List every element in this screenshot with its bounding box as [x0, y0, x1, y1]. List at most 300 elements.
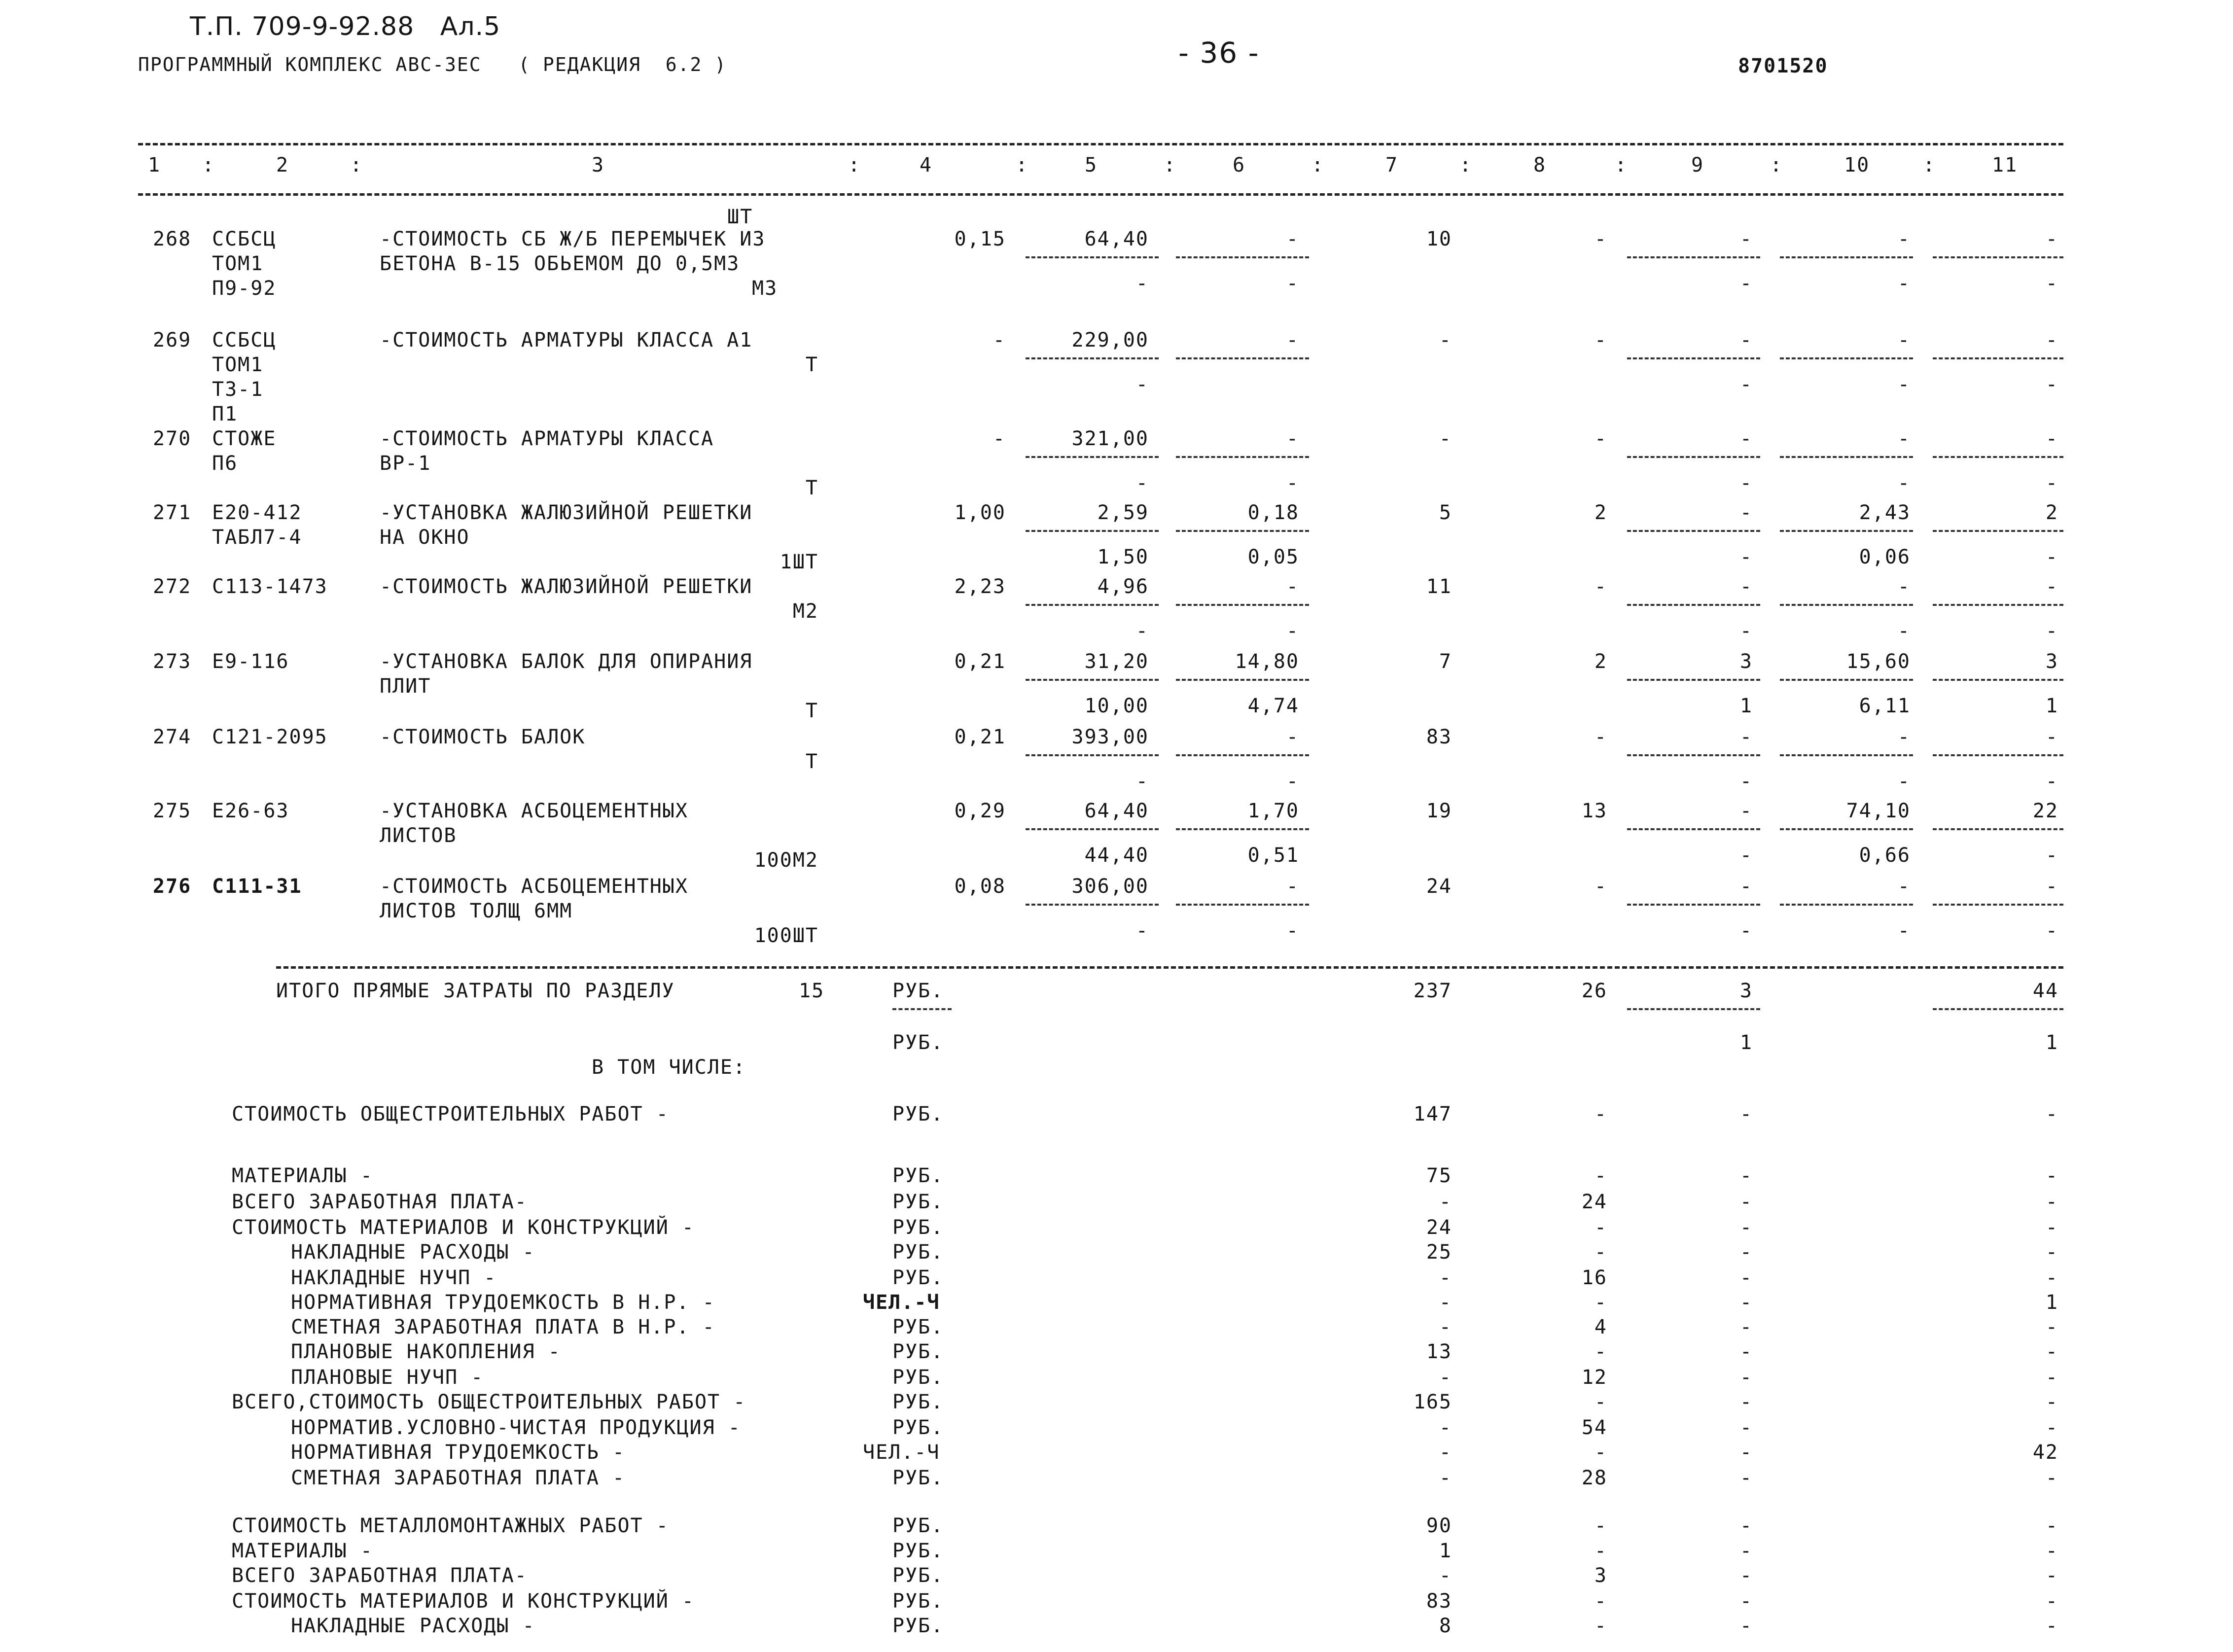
summary-c7: -	[1439, 1191, 1452, 1213]
summary-c11: 42	[2032, 1441, 2058, 1464]
total-unit: РУБ.	[892, 980, 944, 1002]
summary-unit: РУБ.	[892, 1416, 944, 1439]
work-description: -СТОИМОСТЬ АСБОЦЕМЕНТНЫХ	[380, 875, 688, 898]
page-number: - 36 -	[1178, 36, 1260, 70]
cell-value-c11: -	[2045, 329, 2058, 351]
cell-value-second-c5b: -	[1135, 272, 1149, 295]
summary-c7: -	[1439, 1291, 1452, 1314]
row-number: 269	[153, 329, 192, 351]
summary-c7: 83	[1426, 1590, 1452, 1613]
cell-value-c4: 0,08	[954, 875, 1006, 898]
summary-c11: -	[2045, 1103, 2058, 1125]
subtotal-rule	[1780, 904, 1913, 906]
cell-value-c6: -	[1286, 575, 1299, 598]
column-header: :	[350, 154, 363, 176]
summary-label: МАТЕРИАЛЫ -	[232, 1164, 373, 1187]
summary-c9: -	[1739, 1615, 1753, 1637]
cell-value-c7: 10	[1426, 228, 1452, 250]
unit-label: 100М2	[754, 849, 818, 872]
column-header: :	[1615, 154, 1628, 176]
column-header: 4	[920, 154, 933, 176]
total-c9: 3	[1739, 980, 1753, 1002]
cell-value-c4: 0,29	[954, 800, 1006, 822]
cell-value-second-c10b: -	[1897, 373, 1911, 396]
cell-value-second-c10b: -	[1897, 770, 1911, 793]
cell-value-second-c11b: -	[2045, 472, 2058, 494]
total-c7: 237	[1413, 980, 1452, 1002]
summary-label: НАКЛАДНЫЕ НУЧП -	[291, 1266, 497, 1289]
summary-c8: 3	[1594, 1564, 1607, 1587]
subtotal-rule	[1780, 604, 1913, 606]
summary-label: НАКЛАДНЫЕ РАСХОДЫ -	[291, 1241, 535, 1264]
subtotal-rule	[1780, 256, 1913, 258]
doc-number: 8701520	[1738, 55, 1828, 77]
summary-c7: -	[1439, 1316, 1452, 1338]
subtotal-rule	[1176, 679, 1309, 681]
column-header: :	[1311, 154, 1325, 176]
summary-label: НОРМАТИВ.УСЛОВНО-ЧИСТАЯ ПРОДУКЦИЯ -	[291, 1416, 741, 1439]
cell-value-c10: 15,60	[1846, 650, 1911, 673]
cell-value-second-c9b: -	[1739, 373, 1753, 396]
summary-label: НОРМАТИВНАЯ ТРУДОЕМКОСТЬ -	[291, 1441, 626, 1464]
subtotal-rule	[1026, 604, 1159, 606]
summary-c8: -	[1594, 1241, 1607, 1264]
summary-label: СТОИМОСТЬ МЕТАЛЛОМОНТАЖНЫХ РАБОТ -	[232, 1514, 669, 1537]
norm-code: ТОМ1	[212, 252, 264, 275]
subtotal-rule	[1627, 754, 1760, 756]
subtotal-rule	[1627, 679, 1760, 681]
summary-label: ВСЕГО ЗАРАБОТНАЯ ПЛАТА-	[232, 1564, 528, 1587]
column-header: 3	[592, 154, 605, 176]
cell-value-c9: -	[1739, 800, 1753, 822]
unit-label: Т	[805, 750, 818, 773]
cell-value-second-c11b: -	[2045, 919, 2058, 942]
cell-value-c8: -	[1594, 726, 1607, 748]
total-unit-second: РУБ.	[892, 1031, 944, 1054]
cell-value-second-c5b: 1,50	[1097, 546, 1149, 568]
subtotal-rule	[1176, 256, 1309, 258]
summary-c11: -	[2045, 1391, 2058, 1413]
summary-c7: 165	[1413, 1391, 1452, 1413]
work-description: -УСТАНОВКА АСБОЦЕМЕНТНЫХ	[380, 800, 688, 822]
subtotal-rule	[1026, 904, 1159, 906]
cell-value-second-c10b: 6,11	[1859, 695, 1911, 717]
unit-label: 1ШТ	[780, 551, 818, 573]
summary-c8: 12	[1581, 1366, 1607, 1389]
cell-value-c8: 13	[1581, 800, 1607, 822]
cell-value-c9: -	[1739, 329, 1753, 351]
summary-c9: -	[1739, 1191, 1753, 1213]
summary-c7: -	[1439, 1416, 1452, 1439]
column-header: 2	[276, 154, 289, 176]
summary-unit: РУБ.	[892, 1103, 944, 1125]
norm-code: П6	[212, 452, 238, 475]
cell-value-c10: -	[1897, 726, 1911, 748]
subtotal-rule	[1627, 604, 1760, 606]
row-number: 276	[153, 875, 192, 898]
summary-unit: РУБ.	[892, 1316, 944, 1338]
summary-c7: 147	[1413, 1103, 1452, 1125]
cell-value-c4: 2,23	[954, 575, 1006, 598]
summary-c9: -	[1739, 1291, 1753, 1314]
column-header: :	[1164, 154, 1177, 176]
subtotal-rule	[1627, 357, 1760, 359]
row-number: 273	[153, 650, 192, 673]
summary-unit: ЧЕЛ.-Ч	[863, 1441, 940, 1464]
unit-label: Т	[805, 353, 818, 376]
doc-code: Т.П. 709-9-92.88 Ал.5	[190, 12, 501, 41]
subtotal-rule	[1933, 604, 2063, 606]
cell-value-c8: 2	[1594, 650, 1607, 673]
cell-value-c8: -	[1594, 427, 1607, 450]
cell-value-c9: -	[1739, 228, 1753, 250]
summary-unit: РУБ.	[892, 1590, 944, 1613]
subtotal-rule	[1176, 828, 1309, 830]
summary-c8: -	[1594, 1164, 1607, 1187]
cell-value-second-c9b: -	[1739, 472, 1753, 494]
cell-value-c5: 306,00	[1071, 875, 1149, 898]
summary-unit: РУБ.	[892, 1564, 944, 1587]
column-header: 9	[1691, 154, 1704, 176]
norm-code: С111-31	[212, 875, 302, 898]
cell-value-second-c5b: -	[1135, 919, 1149, 942]
norm-code: П1	[212, 403, 238, 425]
cell-value-second-c5b: 44,40	[1084, 844, 1149, 867]
norm-code: ТЗ-1	[212, 378, 264, 401]
work-description: ПЛИТ	[380, 675, 431, 698]
cell-value-second-c6b: -	[1286, 770, 1299, 793]
row-number: 275	[153, 800, 192, 822]
cell-value-c5: 64,40	[1084, 800, 1149, 822]
summary-c9: -	[1739, 1590, 1753, 1613]
cell-value-c6: -	[1286, 228, 1299, 250]
cell-value-second-c11b: -	[2045, 272, 2058, 295]
column-header: :	[202, 154, 215, 176]
cell-value-c9: -	[1739, 575, 1753, 598]
cell-value-c11: -	[2045, 875, 2058, 898]
row-number: 268	[153, 228, 192, 250]
cell-value-second-c5b: -	[1135, 770, 1149, 793]
summary-c8: -	[1594, 1216, 1607, 1239]
summary-c8: -	[1594, 1441, 1607, 1464]
cell-value-c6: -	[1286, 427, 1299, 450]
summary-c8: -	[1594, 1340, 1607, 1363]
cell-value-c7: 7	[1439, 650, 1452, 673]
work-description: -СТОИМОСТЬ АРМАТУРЫ КЛАССА А1	[380, 329, 753, 351]
summary-c11: -	[2045, 1514, 2058, 1537]
cell-value-second-c5b: -	[1135, 620, 1149, 642]
summary-c11: -	[2045, 1164, 2058, 1187]
cell-value-c10: -	[1897, 329, 1911, 351]
subtotal-rule	[1933, 357, 2063, 359]
summary-label: ВСЕГО,СТОИМОСТЬ ОБЩЕСТРОИТЕЛЬНЫХ РАБОТ -	[232, 1391, 746, 1413]
summary-unit: РУБ.	[892, 1514, 944, 1537]
cell-value-second-c5b: -	[1135, 373, 1149, 396]
cell-value-second-c9b: -	[1739, 272, 1753, 295]
cell-value-c10: 74,10	[1846, 800, 1911, 822]
cell-value-second-c11b: 1	[2045, 695, 2058, 717]
summary-c7: 13	[1426, 1340, 1452, 1363]
summary-c8: 54	[1581, 1416, 1607, 1439]
cell-value-second-c11b: -	[2045, 546, 2058, 568]
work-description: -УСТАНОВКА БАЛОК ДЛЯ ОПИРАНИЯ	[380, 650, 753, 673]
summary-label: СТОИМОСТЬ МАТЕРИАЛОВ И КОНСТРУКЦИЙ -	[232, 1590, 695, 1613]
cell-value-second-c10b: -	[1897, 472, 1911, 494]
cell-value-second-c9b: 1	[1739, 695, 1753, 717]
cell-value-c6: -	[1286, 875, 1299, 898]
subtotal-rule	[1026, 256, 1159, 258]
cell-value-c8: -	[1594, 228, 1607, 250]
total-rule	[276, 966, 2063, 969]
cell-value-c9: -	[1739, 427, 1753, 450]
summary-c9: -	[1739, 1164, 1753, 1187]
summary-c7: 25	[1426, 1241, 1452, 1264]
summary-label: СТОИМОСТЬ ОБЩЕСТРОИТЕЛЬНЫХ РАБОТ -	[232, 1103, 669, 1125]
cell-value-c5: 2,59	[1097, 501, 1149, 524]
cell-value-c7: 83	[1426, 726, 1452, 748]
summary-c7: 1	[1439, 1540, 1452, 1562]
summary-c11: -	[2045, 1316, 2058, 1338]
subtotal-rule	[1933, 256, 2063, 258]
summary-c11: -	[2045, 1564, 2058, 1587]
summary-label: ПЛАНОВЫЕ НУЧП -	[291, 1366, 484, 1389]
total-c11-second: 1	[2045, 1031, 2058, 1054]
cell-value-c4: -	[992, 329, 1006, 351]
work-description: -СТОИМОСТЬ ЖАЛЮЗИЙНОЙ РЕШЕТКИ	[380, 575, 753, 598]
cell-value-second-c10b: 0,66	[1859, 844, 1911, 867]
cell-value-c4: 1,00	[954, 501, 1006, 524]
summary-c7: 24	[1426, 1216, 1452, 1239]
column-header: 7	[1385, 154, 1399, 176]
summary-c9: -	[1739, 1467, 1753, 1489]
cell-value-c7: -	[1439, 329, 1452, 351]
norm-code: Е26-63	[212, 800, 289, 822]
work-description: -СТОИМОСТЬ СБ Ж/Б ПЕРЕМЫЧЕК ИЗ	[380, 228, 766, 250]
cell-value-c8: -	[1594, 575, 1607, 598]
subtotal-rule	[1627, 256, 1760, 258]
subtotal-rule	[1026, 530, 1159, 532]
work-description: БЕТОНА В-15 ОБЬЕМОМ ДО 0,5М3	[380, 252, 740, 275]
summary-c11: -	[2045, 1191, 2058, 1213]
subtotal-rule	[1026, 679, 1159, 681]
work-description: ЛИСТОВ ТОЛЩ 6ММ	[380, 900, 573, 922]
cell-value-c6: -	[1286, 726, 1299, 748]
cell-value-c6: 14,80	[1235, 650, 1299, 673]
summary-label: МАТЕРИАЛЫ -	[232, 1540, 373, 1562]
summary-c7: -	[1439, 1564, 1452, 1587]
cell-value-second-c9b: -	[1739, 770, 1753, 793]
cell-value-c7: 5	[1439, 501, 1452, 524]
cell-value-c10: 2,43	[1859, 501, 1911, 524]
cell-value-c10: -	[1897, 875, 1911, 898]
cell-value-c11: -	[2045, 726, 2058, 748]
cell-value-c10: -	[1897, 427, 1911, 450]
summary-c11: -	[2045, 1241, 2058, 1264]
cell-value-c8: 2	[1594, 501, 1607, 524]
summary-label: НОРМАТИВНАЯ ТРУДОЕМКОСТЬ В Н.Р. -	[291, 1291, 715, 1314]
summary-unit: РУБ.	[892, 1366, 944, 1389]
summary-c11: -	[2045, 1540, 2058, 1562]
cell-value-second-c5b: -	[1135, 472, 1149, 494]
cell-value-second-c11b: -	[2045, 770, 2058, 793]
summary-c8: -	[1594, 1514, 1607, 1537]
summary-c11: -	[2045, 1266, 2058, 1289]
summary-c9: -	[1739, 1266, 1753, 1289]
subtotal-rule	[1627, 828, 1760, 830]
cell-value-c4: 0,21	[954, 650, 1006, 673]
program-line: ПРОГРАММНЫЙ КОМПЛЕКС АВС-3ЕС ( РЕДАКЦИЯ 6.2 )	[138, 54, 727, 75]
norm-code: ССБСЦ	[212, 329, 277, 351]
cell-value-c4: 0,21	[954, 726, 1006, 748]
cell-value-second-c9b: -	[1739, 620, 1753, 642]
summary-c9: -	[1739, 1340, 1753, 1363]
subtotal-rule	[1627, 530, 1760, 532]
cell-value-c6: 0,18	[1247, 501, 1299, 524]
cell-value-c5: 64,40	[1084, 228, 1149, 250]
summary-c9: -	[1739, 1391, 1753, 1413]
summary-unit: ЧЕЛ.-Ч	[863, 1291, 940, 1314]
summary-c9: -	[1739, 1514, 1753, 1537]
summary-c8: -	[1594, 1103, 1607, 1125]
summary-c7: -	[1439, 1441, 1452, 1464]
unit-rule	[892, 1008, 952, 1010]
summary-c9: -	[1739, 1564, 1753, 1587]
cell-value-c9: -	[1739, 875, 1753, 898]
column-header: 1	[148, 154, 161, 176]
summary-c9: -	[1739, 1216, 1753, 1239]
cell-value-c4: 0,15	[954, 228, 1006, 250]
cell-value-c5: 31,20	[1084, 650, 1149, 673]
summary-c8: 24	[1581, 1191, 1607, 1213]
norm-code: ССБСЦ	[212, 228, 277, 250]
unit-label: ШТ	[727, 206, 753, 228]
row-number: 270	[153, 427, 192, 450]
subtotal-rule	[1933, 828, 2063, 830]
summary-c8: 28	[1581, 1467, 1607, 1489]
summary-c8: -	[1594, 1615, 1607, 1637]
summary-c7: -	[1439, 1366, 1452, 1389]
subtotal-rule	[1026, 828, 1159, 830]
norm-code: С113-1473	[212, 575, 328, 598]
subtotal-rule	[1780, 754, 1913, 756]
cell-value-c9: -	[1739, 501, 1753, 524]
norm-code: П9-92	[212, 277, 277, 300]
summary-label: НАКЛАДНЫЕ РАСХОДЫ -	[291, 1615, 535, 1637]
cell-value-c5: 321,00	[1071, 427, 1149, 450]
column-header: :	[1016, 154, 1029, 176]
cell-value-c11: -	[2045, 228, 2058, 250]
cell-value-c7: -	[1439, 427, 1452, 450]
summary-c7: 75	[1426, 1164, 1452, 1187]
summary-c11: -	[2045, 1590, 2058, 1613]
subtotal-rule	[1627, 456, 1760, 458]
cell-value-second-c6b: 0,05	[1247, 546, 1299, 568]
cell-value-second-c5b: 10,00	[1084, 695, 1149, 717]
subtotal-rule	[1026, 754, 1159, 756]
summary-unit: РУБ.	[892, 1340, 944, 1363]
summary-label: СТОИМОСТЬ МАТЕРИАЛОВ И КОНСТРУКЦИЙ -	[232, 1216, 695, 1239]
row-number: 272	[153, 575, 192, 598]
cell-value-second-c11b: -	[2045, 620, 2058, 642]
summary-c8: -	[1594, 1590, 1607, 1613]
cell-value-second-c10b: -	[1897, 620, 1911, 642]
cell-value-second-c9b: -	[1739, 546, 1753, 568]
summary-unit: РУБ.	[892, 1615, 944, 1637]
work-description: ЛИСТОВ	[380, 824, 457, 847]
column-header: :	[1770, 154, 1783, 176]
work-description: -СТОИМОСТЬ БАЛОК	[380, 726, 586, 748]
cell-value-second-c6b: -	[1286, 472, 1299, 494]
summary-c11: -	[2045, 1340, 2058, 1363]
cell-value-c4: -	[992, 427, 1006, 450]
summary-c8: 16	[1581, 1266, 1607, 1289]
cell-value-c11: 2	[2045, 501, 2058, 524]
cell-value-c5: 4,96	[1097, 575, 1149, 598]
cell-value-second-c11b: -	[2045, 844, 2058, 867]
column-header: :	[1923, 154, 1936, 176]
cell-value-c10: -	[1897, 575, 1911, 598]
header-rule-top	[138, 143, 2063, 145]
cell-value-second-c10b: 0,06	[1859, 546, 1911, 568]
summary-c11: -	[2045, 1216, 2058, 1239]
column-header: 8	[1533, 154, 1547, 176]
column-header: 5	[1085, 154, 1098, 176]
column-header: 10	[1844, 154, 1870, 176]
summary-c9: -	[1739, 1416, 1753, 1439]
summary-label: ПЛАНОВЫЕ НАКОПЛЕНИЯ -	[291, 1340, 561, 1363]
subtotal-rule	[1780, 530, 1913, 532]
summary-c9: -	[1739, 1241, 1753, 1264]
subtotal-rule	[1780, 456, 1913, 458]
cell-value-second-c10b: -	[1897, 272, 1911, 295]
work-description: -УСТАНОВКА ЖАЛЮЗИЙНОЙ РЕШЕТКИ	[380, 501, 753, 524]
norm-code: Е20-412	[212, 501, 302, 524]
column-header: :	[1459, 154, 1473, 176]
summary-c7: 90	[1426, 1514, 1452, 1537]
cell-value-second-c9b: -	[1739, 919, 1753, 942]
cell-value-second-c10b: -	[1897, 919, 1911, 942]
norm-code: ТОМ1	[212, 353, 264, 376]
subtotal-rule	[1780, 357, 1913, 359]
summary-unit: РУБ.	[892, 1216, 944, 1239]
summary-unit: РУБ.	[892, 1191, 944, 1213]
unit-label: Т	[805, 477, 818, 499]
norm-code: СТОЖЕ	[212, 427, 277, 450]
cell-value-second-c6b: 4,74	[1247, 695, 1299, 717]
summary-c11: -	[2045, 1416, 2058, 1439]
cell-value-c8: -	[1594, 329, 1607, 351]
norm-code: С121-2095	[212, 726, 328, 748]
cell-value-c11: -	[2045, 575, 2058, 598]
summary-c9: -	[1739, 1316, 1753, 1338]
subtotal-rule	[1627, 1008, 1760, 1010]
cell-value-second-c6b: -	[1286, 620, 1299, 642]
cell-value-c7: 19	[1426, 800, 1452, 822]
summary-unit: РУБ.	[892, 1241, 944, 1264]
row-number: 274	[153, 726, 192, 748]
subtotal-rule	[1026, 357, 1159, 359]
cell-value-c10: -	[1897, 228, 1911, 250]
cell-value-second-c6b: -	[1286, 919, 1299, 942]
summary-label: СМЕТНАЯ ЗАРАБОТНАЯ ПЛАТА В Н.Р. -	[291, 1316, 715, 1338]
cell-value-second-c6b: 0,51	[1247, 844, 1299, 867]
including-label: В ТОМ ЧИСЛЕ:	[592, 1056, 746, 1079]
unit-label: М3	[752, 277, 778, 300]
summary-c9: -	[1739, 1441, 1753, 1464]
cell-value-c11: 22	[2032, 800, 2058, 822]
summary-c11: -	[2045, 1615, 2058, 1637]
cell-value-c9: 3	[1739, 650, 1753, 673]
